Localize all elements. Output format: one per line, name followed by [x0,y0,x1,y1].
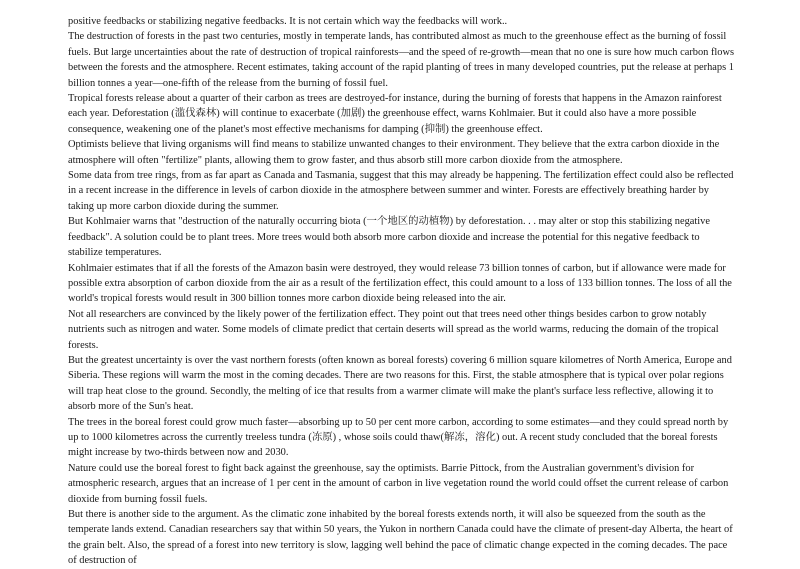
paragraph-5: Some data from tree rings, from as far apart as Canada and Tasmania, suggest that this may already be happening. The fertilization effect could also be reflected in a recent increase in the difference in levels of carbon dioxide in the atmosphere between summer and winter. Forests are effectively breathing harder by taking up more carbon dioxide during the summer. [68,170,734,212]
paragraph-3: Tropical forests release about a quarter of their carbon as trees are destroyed-for instance, during the burning of forests that happens in the Amazon rainforest each year. Deforestation (滥伐森林) will continue to exacerbate (加剧) the greenhouse effect, warns Kohlmaier. But it could also have a more possible consequence, weakening one of the planet's most effective mechanisms for damping (抑制) the greenhouse effect. [68,93,722,135]
paragraph-4: Optimists believe that living organisms will find means to stabilize unwanted changes to their environment. They believe that the extra carbon dioxide in the atmosphere will often "fertilize" plants, allowing them to grow faster, and thus absorb still more carbon dioxide from the atmosphere. [68,139,720,166]
paragraph-9: But the greatest uncertainty is over the vast northern forests (often known as boreal forests) covering 6 million square kilometres of North America, Europe and Siberia. These regions will warm the most in the coming decades. There are two reasons for this. First, the stable atmosphere that is typical over polar regions will trap heat close to the ground. Secondly, the melting of ice that results from a warmer climate will make the plant's surface less reflective, allowing it to absorb more of the Sun's heat. [68,354,732,413]
paragraph-12: But there is another side to the argument. As the climatic zone inhabited by the boreal forests extends north, it will also be squeezed from the south as the temperate lands extend. Canadian researchers say that within 50 years, the Yukon in northern Canada could have the climate of present-day Alberta, the heart of the grain belt. Also, the spread of a forest into new territory is slow, lagging well behind the pace of climatic change expected in the coming decades. The pace of destruction of [68,509,733,567]
paragraph-11: Nature could use the boreal forest to fight back against the greenhouse, say the optimists. Barrie Pittock, from the Australian government's division for atmospheric research, argues that an increase of 1 per cent in the amount of carbon in live vegetation round the world could offset the current release of carbon dioxide from burning fossil fuels. [68,462,729,505]
paragraph-8: Not all researchers are convinced by the likely power of the fertilization effect. They point out that trees need other things besides carbon to grow notably nutrients such as nitrogen and water. Some models of climate predict that certain deserts will spread as the world warms, reducing the domain of the tropical forests. [68,308,719,351]
paragraph-1: positive feedbacks or stabilizing negative feedbacks. It is not certain which way the feedbacks will work.. [68,16,508,27]
paragraph-10: The trees in the boreal forest could grow much faster—absorbing up to 50 per cent more carbon, according to some estimates—and they could spread north by up to 1000 kilometres across the currently treeless tundra (冻原) , whose soils could thaw(解冻，溶化) out. A recent study concluded that the boreal forests might increase by two-thirds between now and 2030. [68,416,729,459]
paragraph-7: Kohlmaier estimates that if all the forests of the Amazon basin were destroyed, they would release 73 billion tonnes of carbon, but if allowance were made for possible extra absorption of carbon dioxide from the air as a result of the fertilization effect, this could amount to a loss of 133 billion tonnes. The loss of all the world's tropical forests would result in 300 billion tonnes more carbon dioxide being released into the air. [68,262,732,305]
paragraph-2: The destruction of forests in the past two centuries, mostly in temperate lands, has contributed almost as much to the greenhouse effect as the burning of fossil fuels. But large uncertainties about the rate of destruction of tropical rainforests—and the speed of re-growth—mean that no one is sure how much carbon flows between the forests and the atmosphere. Recent estimates, taking account of the rapid planting of trees in many developed countries, put the release at perhaps 1 billion tonnes a year—one-fifth of the release from the burning of fossil fuel. [68,31,735,89]
document-page [68,14,736,569]
paragraph-6: But Kohlmaier warns that "destruction of the naturally occurring biota (一个地区的动植物) by deforestation. . . may alter or stop this stabilizing negative feedback". A solution could be to plant trees. More trees would both absorb more carbon dioxide and increase the potential for this negative feedback to stabilize temperatures. [68,216,710,259]
